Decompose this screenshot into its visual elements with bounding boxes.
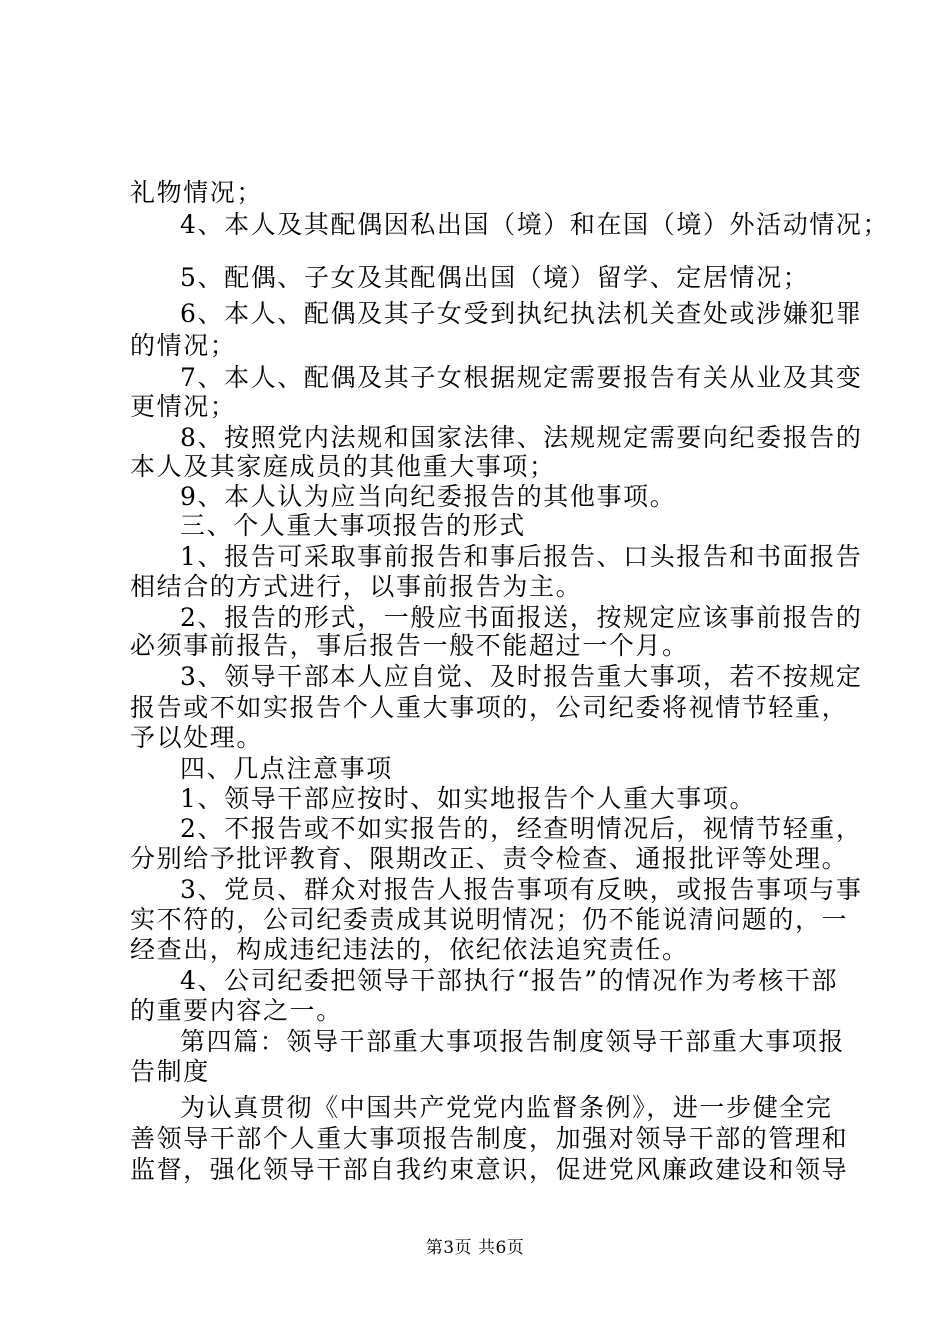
text-line: 必须事前报告，事后报告一般不能超过一个月。	[130, 631, 689, 660]
section-heading: 四、几点注意事项	[180, 754, 393, 783]
text-line: 的情况；	[130, 331, 237, 360]
text-line: 分别给予批评教育、限期改正、责令检查、通报批评等处理。	[130, 844, 849, 873]
text-line: 9、本人认为应当向纪委报告的其他事项。	[180, 482, 677, 511]
text-line: 经查出，构成违纪违法的，依纪依法追究责任。	[130, 935, 689, 964]
text-line: 2、报告的形式，一般应书面报送，按规定应该事前报告的	[180, 603, 863, 632]
text-line: 4、本人及其配偶因私出国（境）和在国（境）外活动情况；	[180, 210, 890, 239]
text-line: 7、本人、配偶及其子女根据规定需要报告有关从业及其变	[180, 363, 863, 392]
text-line: 8、按照党内法规和国家法律、法规规定需要向纪委报告的	[180, 423, 863, 452]
text-line: 实不符的，公司纪委责成其说明情况；仍不能说清问题的，一	[130, 905, 849, 934]
text-line: 5、配偶、子女及其配偶出国（境）留学、定居情况；	[180, 263, 810, 292]
text-line: 善领导干部个人重大事项报告制度，加强对领导干部的管理和	[130, 1124, 849, 1153]
text-line: 礼物情况；	[130, 178, 264, 207]
text-line: 6、本人、配偶及其子女受到执纪执法机关查处或涉嫌犯罪	[180, 299, 863, 328]
text-line: 相结合的方式进行，以事前报告为主。	[130, 572, 583, 601]
text-line: 2、不报告或不如实报告的，经查明情况后，视情节轻重，	[180, 814, 863, 843]
text-line: 监督，强化领导干部自我约束意识，促进党风廉政建设和领导	[130, 1155, 849, 1184]
text-line: 为认真贯彻《中国共产党党内监督条例》，进一步健全完	[180, 1093, 833, 1122]
section-heading: 三、个人重大事项报告的形式	[180, 511, 526, 540]
page-number-footer: 第3页 共6页	[425, 1238, 525, 1258]
text-line: 报告或不如实报告个人重大事项的，公司纪委将视情节轻重，	[130, 693, 849, 722]
chapter-heading: 告制度	[130, 1057, 210, 1086]
text-line: 1、报告可采取事前报告和事后报告、口头报告和书面报告	[180, 542, 863, 571]
text-line: 1、领导干部应按时、如实地报告个人重大事项。	[180, 784, 757, 813]
chapter-heading: 第四篇：领导干部重大事项报告制度领导干部重大事项报	[180, 1027, 846, 1056]
text-line: 4、公司纪委把领导干部执行“报告”的情况作为考核干部	[180, 966, 839, 995]
text-line: 3、党员、群众对报告人报告事项有反映，或报告事项与事	[180, 875, 863, 904]
text-line: 的重要内容之一。	[130, 996, 343, 1025]
text-line: 3、领导干部本人应自觉、及时报告重大事项，若不按规定	[180, 662, 863, 691]
text-line: 本人及其家庭成员的其他重大事项；	[130, 452, 556, 481]
text-line: 更情况；	[130, 392, 237, 421]
text-line: 予以处理。	[130, 723, 264, 752]
